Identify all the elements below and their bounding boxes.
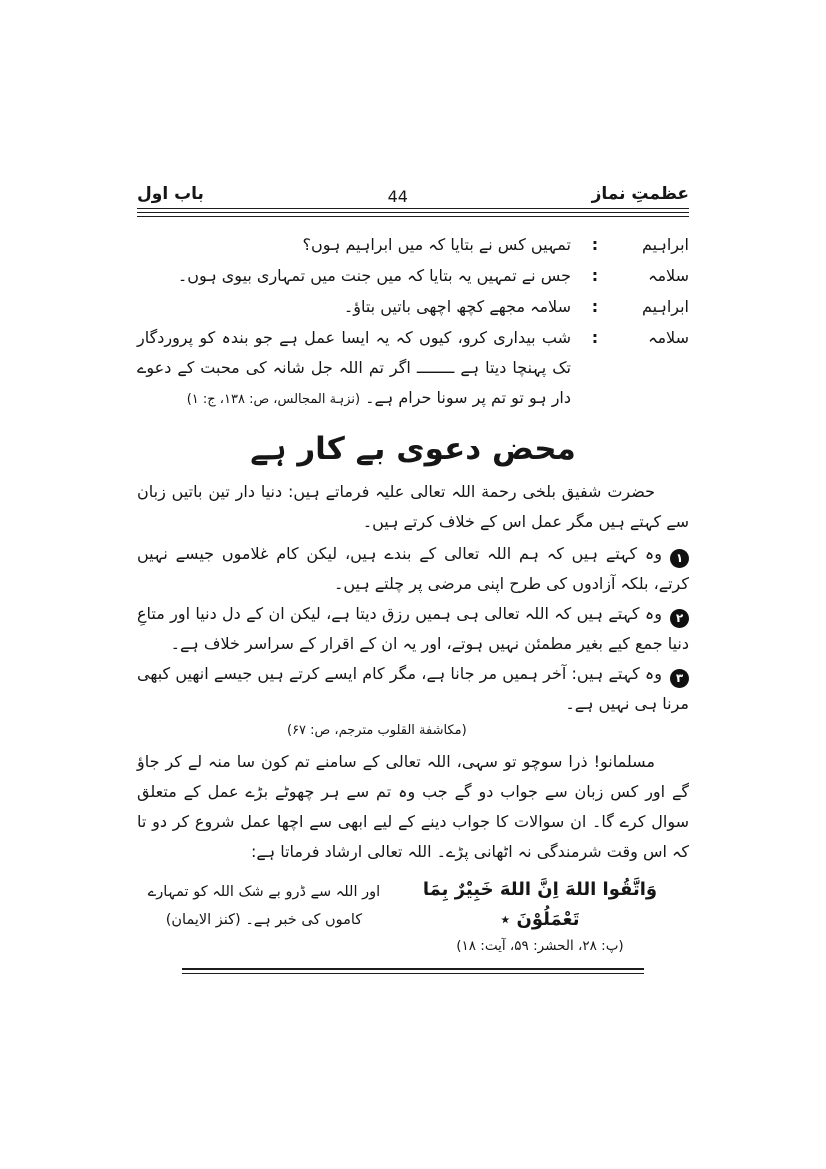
speaker-name: ابراہیم: [641, 235, 689, 254]
speaker-colon: :: [591, 328, 599, 347]
utterance-text: سلامہ مجھے کچھ اچھی باتیں بتاؤ۔: [343, 297, 571, 316]
point-text: وہ کہتے ہیں کہ ہم اللہ تعالی کے بندے ہیں، لیکن کام غلاموں جیسے نہیں کرتے، بلکہ آزادوں کی طرح اپنی مرضی پر چلتے ہیں۔: [137, 544, 689, 593]
point-number-badge: ۳: [670, 669, 689, 688]
speaker-colon: :: [591, 235, 599, 254]
list-item: [137, 599, 689, 659]
page-number: 44: [387, 187, 408, 206]
speaker-name: سلامہ: [648, 328, 689, 347]
verse-arabic-block: [391, 875, 689, 954]
utterance-body: شب بیداری کرو، کیوں کہ یہ ایسا عمل ہے جو بندہ کو پروردگار تک پہنچا دیتا ہے ــــــــ اگر تم اللہ جل شانہ کی محبت کے دعوے دار ہو تو تم پر سونا حرام ہے۔: [137, 328, 571, 407]
utterance-text: [137, 323, 571, 415]
dialogue-row: [137, 292, 689, 322]
dialogue-row: [137, 261, 689, 291]
page-content: [137, 184, 689, 974]
header-double-rule: [137, 212, 689, 217]
speaker-name: سلامہ: [648, 266, 689, 285]
dialogue-row: [137, 323, 689, 415]
dialogue-row: [137, 230, 689, 260]
verse-reference: (پ: ۲۸، الحشر: ۵۹، آیت: ۱۸): [456, 938, 624, 954]
book-title: عظمتِ نماز: [591, 184, 689, 204]
point-number-badge: ۲: [670, 609, 689, 628]
verse-translation: اور اللہ سے ڈرو بے شک اللہ کو تمہارے کاموں کی خبر ہے۔ (کنز الایمان): [147, 884, 381, 928]
point-number-badge: ۱: [670, 549, 689, 568]
closing-paragraph: مسلمانو! ذرا سوچو تو سہی، اللہ تعالی کے سامنے تم کون سا منہ لے کر جاؤ گے اور کس زبان سے جواب دو گے جب وہ تم سے ہر چھوٹے بڑے عمل کے متعلق سوال کرے گا۔ ان سوالات کا جواب دینے کے لیے ابھی سے اچھا عمل شروع کر دو تا کہ اس وقت شرمندگی نہ اٹھانی پڑے۔ اللہ تعالی ارشاد فرماتا ہے:: [137, 752, 689, 861]
point-text: وہ کہتے ہیں کہ اللہ تعالی ہی ہمیں رزق دیتا ہے، لیکن ان کے دل دنیا اور متاعِ دنیا جمع کیے بغیر مطمئن نہیں ہوتے، اور یہ ان کے اقرار کے سراسر خلاف ہے۔: [137, 604, 689, 653]
intro-paragraph: حضرت شفیق بلخی رحمة اللہ تعالی علیہ فرماتے ہیں: دنیا دار تین باتیں زبان سے کہتے ہیں مگر عمل اس کے خلاف کرتے ہیں۔: [137, 482, 689, 531]
chapter-label: باب اول: [137, 184, 204, 204]
utterance-text: جس نے تمہیں یہ بتایا کہ میں جنت میں تمہاری بیوی ہوں۔: [177, 266, 571, 285]
points-list: [137, 539, 689, 743]
speaker-colon: :: [591, 297, 599, 316]
section-heading: محض دعوی بے کار ہے: [250, 431, 576, 467]
source-citation: (نزہة المجالس، ص: ۱۳۸، ج: ۱): [186, 392, 361, 407]
quran-verse-block: [137, 875, 689, 954]
footer-double-rule: [182, 968, 644, 974]
page-header: [137, 184, 689, 209]
list-item: [137, 659, 689, 743]
dialogue-block: [137, 230, 689, 415]
source-citation: (مکاشفة القلوب مترجم، ص: ۶۷): [287, 723, 467, 738]
speaker-colon: :: [591, 266, 599, 285]
list-item: [137, 539, 689, 599]
utterance-text: تمہیں کس نے بتایا کہ میں ابراہیم ہوں؟: [302, 235, 571, 254]
speaker-name: ابراہیم: [641, 297, 689, 316]
point-text: وہ کہتے ہیں: آخر ہمیں مر جانا ہے، مگر کام ایسے کرتے ہیں جیسے انھیں کبھی مرنا ہی نہیں ہے۔: [137, 664, 689, 713]
verse-arabic-text: وَاتَّقُوا اللهَ اِنَّ اللهَ خَبِيْرٌ بِمَا تَعْمَلُوْنَ ٭: [422, 879, 658, 930]
